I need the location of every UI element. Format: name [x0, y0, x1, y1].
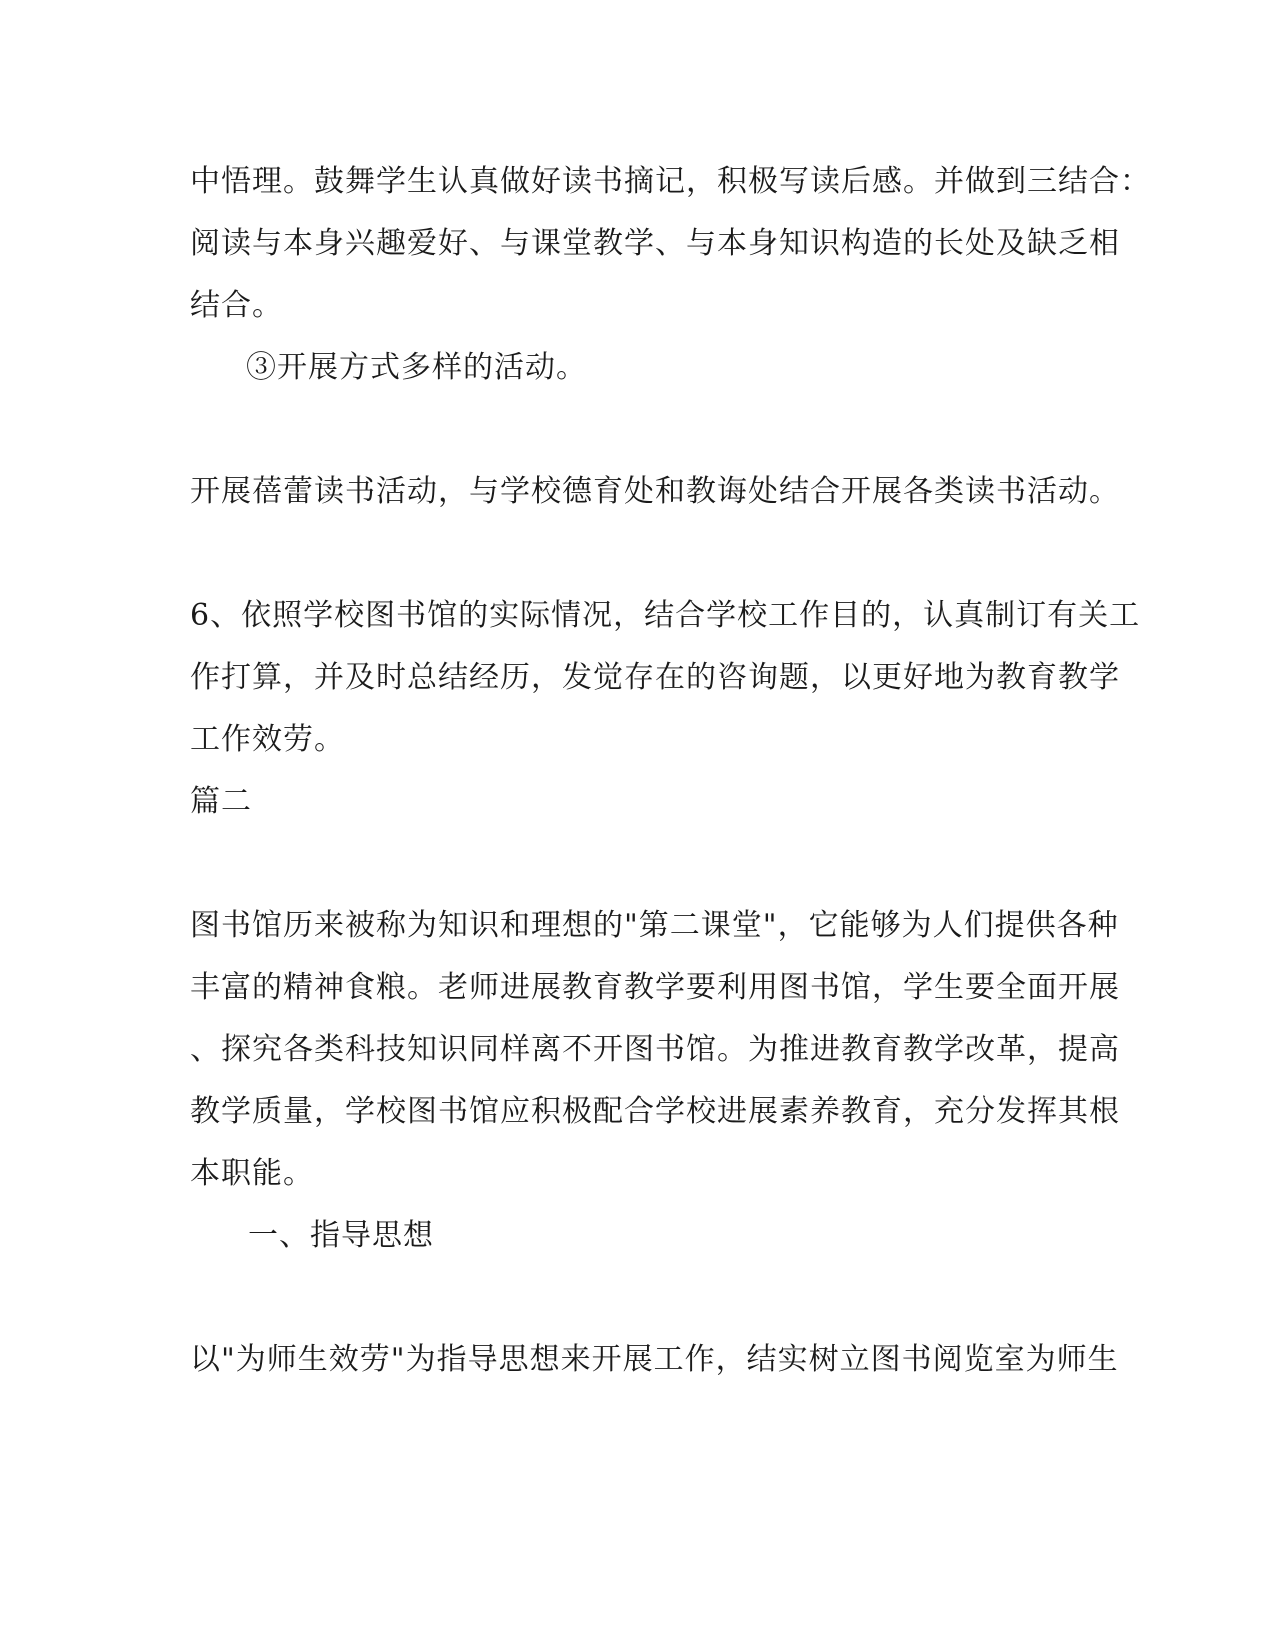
list-item-heading: ③开展方式多样的活动。 [246, 350, 587, 385]
paragraph-line: 教学质量，学校图书馆应积极配合学校进展素养教育，充分发挥其根 [190, 1094, 1120, 1129]
paragraph-line: 阅读与本身兴趣爱好、与课堂教学、与本身知识构造的长处及缺乏相 [190, 226, 1120, 261]
section-title: 篇二 [190, 784, 252, 819]
paragraph-line: 以"为师生效劳"为指导思想来开展工作，结实树立图书阅览室为师生 [190, 1342, 1119, 1377]
paragraph-line: 作打算，并及时总结经历，发觉存在的咨询题，以更好地为教育教学 [190, 660, 1120, 695]
paragraph-line: 结合。 [190, 288, 283, 323]
paragraph-line: 图书馆历来被称为知识和理想的"第二课堂"，它能够为人们提供各种 [190, 908, 1119, 943]
paragraph-line: 丰富的精神食粮。老师进展教育教学要利用图书馆，学生要全面开展 [190, 970, 1120, 1005]
paragraph-line: 中悟理。鼓舞学生认真做好读书摘记，积极写读后感。并做到三结合： [190, 164, 1151, 199]
paragraph-line: 开展蓓蕾读书活动，与学校德育处和教诲处结合开展各类读书活动。 [190, 474, 1120, 509]
paragraph-line: 6、依照学校图书馆的实际情况，结合学校工作目的，认真制订有关工 [190, 598, 1141, 633]
paragraph-line: 、探究各类科技知识同样离不开图书馆。为推进教育教学改革，提高 [190, 1032, 1120, 1067]
paragraph-line: 本职能。 [190, 1156, 314, 1191]
paragraph-line: 工作效劳。 [190, 722, 345, 757]
subsection-heading: 一、指导思想 [248, 1218, 434, 1253]
